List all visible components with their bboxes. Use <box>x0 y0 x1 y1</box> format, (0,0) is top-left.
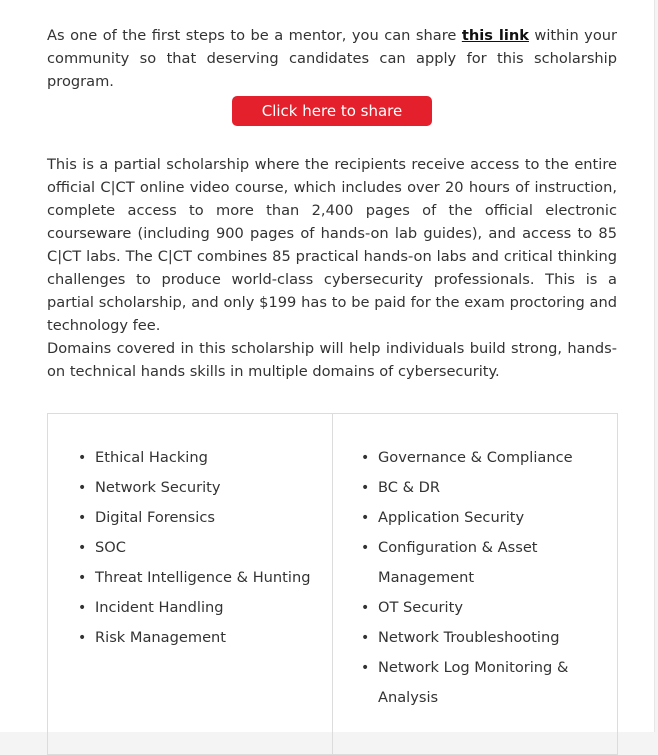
bullet-icon: • <box>78 630 87 646</box>
bullet-icon: • <box>78 600 87 616</box>
domain-label: Digital Forensics <box>95 509 215 526</box>
scholarship-link[interactable]: this link <box>461 27 529 44</box>
bullet-icon: • <box>361 450 370 466</box>
domain-label: Incident Handling <box>95 599 224 616</box>
domain-label: Application Security <box>378 509 525 526</box>
domains-column-left <box>48 414 333 754</box>
list-item <box>78 623 325 653</box>
domains-list-left <box>78 443 325 653</box>
bullet-icon: • <box>361 630 370 646</box>
bullet-icon: • <box>78 480 87 496</box>
domain-label: Network Log Monitoring & Analysis <box>378 659 569 706</box>
domain-label: Risk Management <box>95 629 227 646</box>
list-item <box>78 563 325 593</box>
list-item <box>361 653 578 713</box>
domain-label: Network Troubleshooting <box>378 629 560 646</box>
domains-intro: Domains covered in this scholarship will help individuals build strong, hands-on technical hands skills in multiple domains of cybersecurity. <box>47 340 617 380</box>
bullet-icon: • <box>361 600 370 616</box>
domain-label: Ethical Hacking <box>95 449 208 466</box>
list-item <box>78 533 325 563</box>
domain-label: Network Security <box>95 479 221 496</box>
domains-column-right <box>333 414 616 754</box>
list-item <box>361 533 578 593</box>
bullet-icon: • <box>361 480 370 496</box>
bullet-icon: • <box>78 540 87 556</box>
list-item <box>78 503 325 533</box>
intro-text-before: As one of the first steps to be a mentor, you can share <box>47 27 462 44</box>
domain-label: Threat Intelligence & Hunting <box>95 569 311 586</box>
domain-label: SOC <box>95 539 126 556</box>
domain-label: Configuration & Asset Management <box>378 539 538 586</box>
bullet-icon: • <box>361 510 370 526</box>
list-item <box>78 443 325 473</box>
list-item <box>361 503 578 533</box>
domains-table <box>47 413 618 755</box>
list-item <box>361 593 578 623</box>
intro-paragraph <box>47 24 617 93</box>
list-item <box>361 443 578 473</box>
intro-text-after: within your community so that deserving candidates can apply for this scholarship program. <box>47 27 617 90</box>
domain-label: BC & DR <box>378 479 440 496</box>
scholarship-description: This is a partial scholarship where the recipients receive access to the entire official C|CT online video course, which includes over 20 hours of instruction, complete access to more than 2,400 pages of the official electronic courseware (including 900 pages of hands-on lab guides), and access to 85 C|CT labs. The C|CT combines 85 practical hands-on labs and critical thinking challenges to produce world-class cybersecurity professionals. This is a partial scholarship, and only $199 has to be paid for the exam proctoring and technology fee. <box>47 156 617 334</box>
bullet-icon: • <box>78 570 87 586</box>
bullet-icon: • <box>361 660 370 676</box>
list-item <box>78 593 325 623</box>
share-button[interactable]: Click here to share <box>232 96 432 126</box>
list-item <box>361 473 578 503</box>
list-item <box>78 473 325 503</box>
domains-list-right <box>361 443 578 713</box>
bullet-icon: • <box>78 450 87 466</box>
bullet-icon: • <box>361 540 370 556</box>
domain-label: OT Security <box>378 599 463 616</box>
list-item <box>361 623 578 653</box>
domain-label: Governance & Compliance <box>378 449 573 466</box>
bullet-icon: • <box>78 510 87 526</box>
